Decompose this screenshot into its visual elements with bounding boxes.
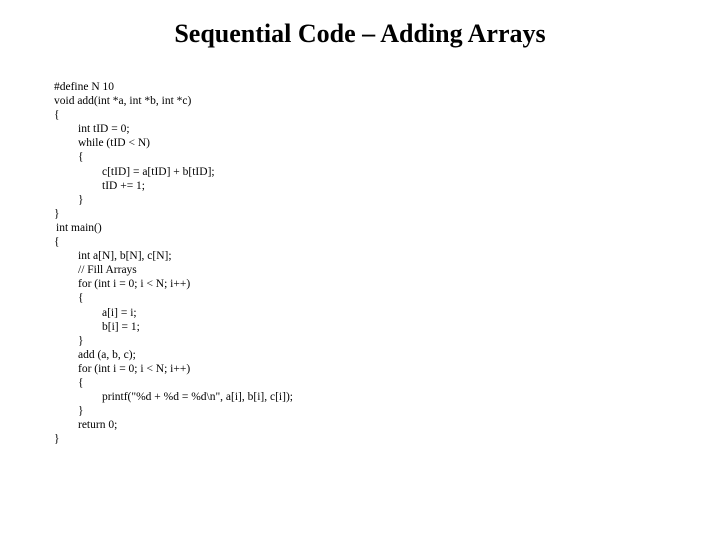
code-block	[54, 80, 293, 446]
code-line: int a[N], b[N], c[N];	[78, 250, 172, 263]
code-line: }	[54, 433, 60, 446]
code-line: }	[54, 207, 60, 220]
code-line: c[tID] = a[tID] + b[tID];	[102, 165, 215, 178]
code-line: {	[78, 376, 84, 389]
code-line: b[i] = 1;	[102, 320, 140, 333]
code-line: void add(int *a, int *b, int *c)	[54, 95, 192, 108]
code-line: add (a, b, c);	[78, 348, 136, 361]
code-line: }	[78, 334, 84, 347]
code-line: a[i] = i;	[102, 306, 137, 319]
code-line: int tID = 0;	[78, 123, 130, 136]
code-line: tID += 1;	[102, 179, 145, 192]
slide-title: Sequential Code – Adding Arrays	[174, 19, 546, 48]
code-line: printf("%d + %d = %d\n", a[i], b[i], c[i]);	[102, 391, 293, 404]
code-line: {	[54, 236, 60, 249]
code-line: {	[78, 151, 84, 164]
code-line: // Fill Arrays	[78, 264, 137, 277]
code-line: }	[78, 405, 84, 418]
code-line: }	[78, 193, 84, 206]
code-line: #define N 10	[54, 81, 115, 93]
code-line: {	[78, 292, 84, 305]
code-line: {	[54, 109, 60, 122]
code-line: int main()	[56, 221, 102, 234]
code-line: while (tID < N)	[78, 137, 150, 150]
code-line: for (int i = 0; i < N; i++)	[78, 362, 191, 375]
code-line: return 0;	[78, 419, 118, 432]
code-line: for (int i = 0; i < N; i++)	[78, 278, 191, 291]
